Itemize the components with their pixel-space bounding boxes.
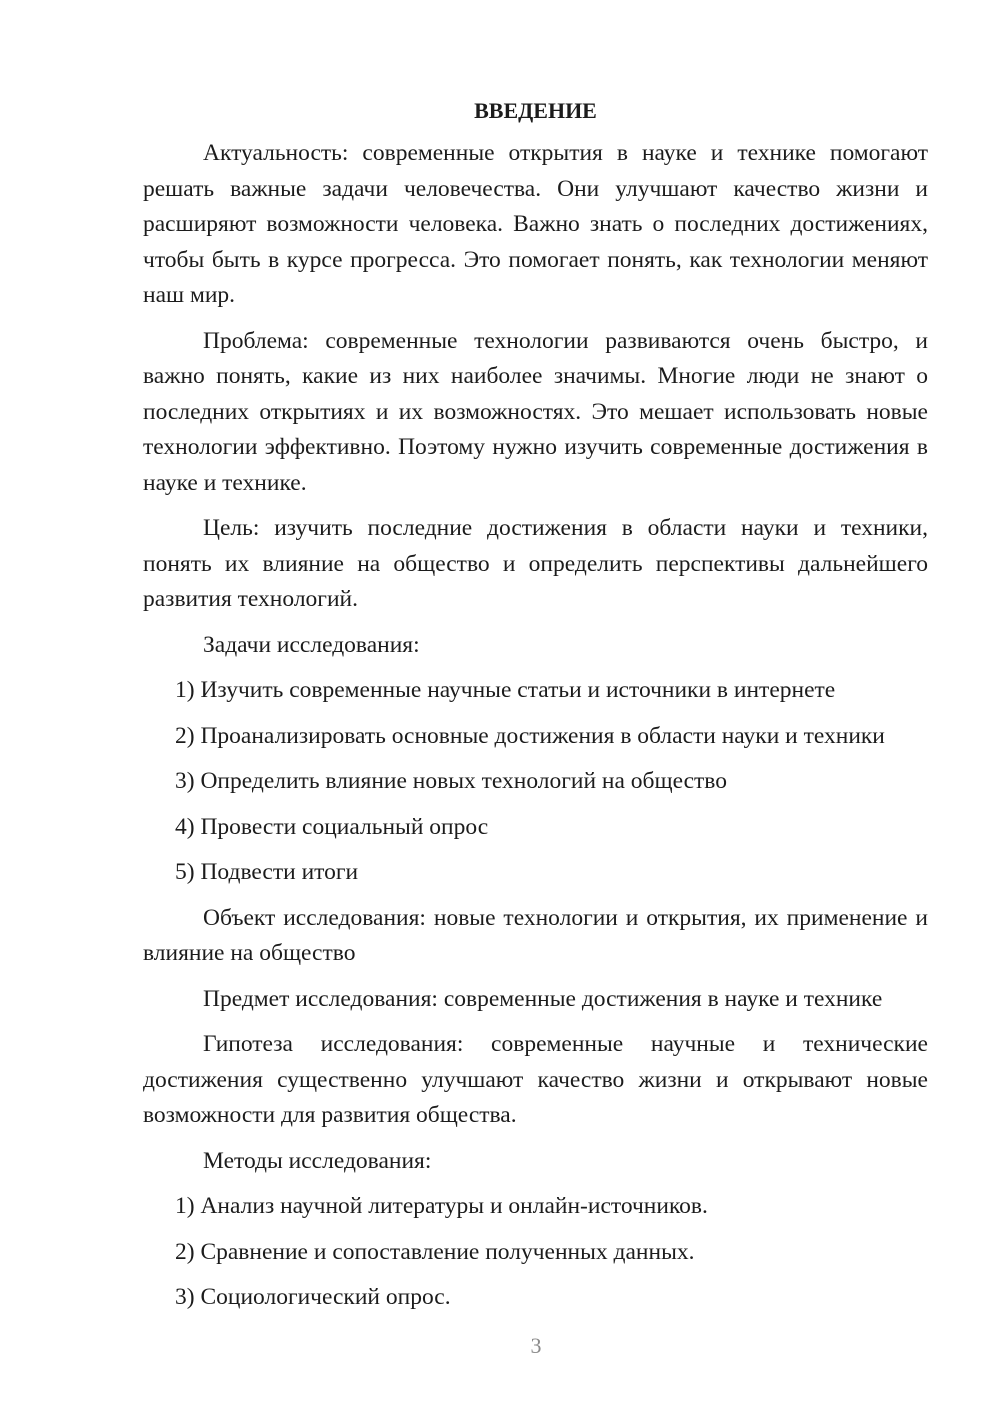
paragraph-hypothesis: Гипотеза исследования: современные научные и технические достижения существенно улучшают качество жизни и открывают новые возможности для развития общества. <box>143 1031 928 1128</box>
paragraph-relevance: Актуальность: современные открытия в науке и технике помогают решать важные задачи человечества. Они улучшают качество жизни и расширяют возможности человека. Важно знать о последних достижениях, чтобы быть в курсе прогресса. Это помогает понять, как технологии меняют наш мир. <box>143 140 928 308</box>
task-item-3: 3) Определить влияние новых технологий на общество <box>175 768 727 794</box>
paragraph-goal: Цель: изучить последние достижения в области науки и техники, понять их влияние на общество и определить перспективы дальнейшего развития технологий. <box>143 515 928 612</box>
page-content <box>143 96 928 1326</box>
task-item-2: 2) Проанализировать основные достижения в области науки и техники <box>175 722 885 749</box>
methods-heading: Методы исследования: <box>203 1147 432 1174</box>
task-item-4: 4) Провести социальный опрос <box>175 813 489 840</box>
page-number: 3 <box>530 1333 542 1358</box>
task-item-1: 1) Изучить современные научные статьи и источники в интернете <box>175 677 836 703</box>
method-item-1: 1) Анализ научной литературы и онлайн-источников. <box>175 1193 708 1219</box>
paragraph-object: Объект исследования: новые технологии и открытия, их применение и влияние на общество <box>143 904 928 966</box>
paragraph-subject: Предмет исследования: современные достижения в науке и технике <box>203 985 883 1012</box>
method-item-3: 3) Социологический опрос. <box>175 1284 451 1310</box>
task-item-5: 5) Подвести итоги <box>175 859 359 885</box>
method-item-2: 2) Сравнение и сопоставление полученных данных. <box>175 1238 695 1265</box>
paragraph-problem: Проблема: современные технологии развиваются очень быстро, и важно понять, какие из них наиболее значимы. Многие люди не знают о последних открытиях и их возможностях. Это мешает использовать новые технологии эффективно. Поэтому нужно изучить современные достижения в науке и технике. <box>143 327 928 496</box>
section-title: ВВЕДЕНИЕ <box>474 98 597 123</box>
tasks-heading: Задачи исследования: <box>203 631 420 658</box>
